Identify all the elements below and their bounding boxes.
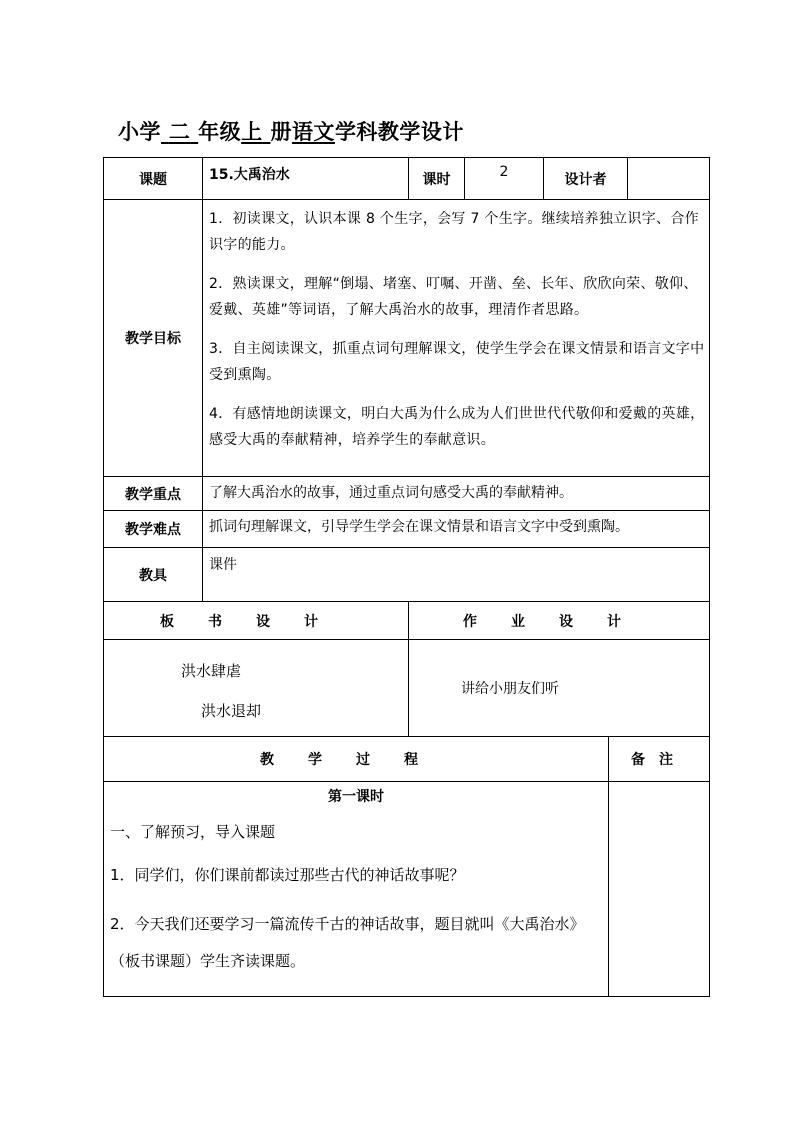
notes-label: 备注 (609, 737, 710, 782)
topic-label: 课题 (104, 158, 203, 200)
grade-field (161, 120, 198, 144)
tools-label: 教具 (104, 548, 203, 602)
goal-item-4: 4．有感情地朗读课文，明白大禹为什么成为人们世世代代敬仰和爱戴的英雄，感受大禹的奉献精神，培养学生的奉献意识。 (209, 406, 705, 448)
notes-content (609, 782, 710, 997)
title-prefix: 小学 (118, 120, 161, 144)
key-points-row (104, 477, 710, 511)
period-value: 2 (465, 158, 544, 200)
process-item-1: 1．同学们，你们课前都读过那些古代的神话故事呢？ (110, 866, 465, 884)
term-field (241, 120, 270, 144)
difficulties-row (104, 511, 710, 548)
tools-row (104, 548, 710, 602)
book-prefix: 册 (270, 120, 292, 144)
goal-item-3: 3．自主阅读课文，抓重点词句理解课文，使学生学会在课文情景和语言文字中受到熏陶。 (209, 341, 705, 383)
key-points-text: 了解大禹治水的故事，通过重点词句感受大禹的奉献精神。 (203, 477, 710, 511)
goal-item-2: 2．熟读课文，理解“倒塌、堵塞、叮嘱、开凿、垒、长年、欣欣向荣、敬仰、爱戴、英雄”等词语，了解大禹治水的故事，理清作者思路。 (209, 276, 698, 318)
grade-value: 二 (168, 120, 191, 144)
designer-label: 设计者 (544, 158, 628, 200)
process-item-2: 2．今天我们还要学习一篇流传千古的神话故事，题目就叫《大禹治水》（板书课题）学生齐读课题。 (110, 915, 585, 970)
homework-content: 讲给小朋友们听 (409, 640, 710, 737)
board-line-2: 洪水退却 (201, 702, 262, 720)
subject-value: 语文 (291, 120, 335, 144)
process-row (104, 782, 710, 997)
lesson-plan-table (103, 157, 710, 997)
goals-row (104, 200, 710, 477)
tools-text: 课件 (203, 548, 710, 602)
section-heading: 一、了解预习，导入课题 (110, 823, 276, 841)
board-design-content (104, 640, 409, 737)
difficulties-text: 抓词句理解课文，引导学生学会在课文情景和语言文字中受到熏陶。 (203, 511, 710, 548)
key-points-label: 教学重点 (104, 477, 203, 511)
topic-value: 15.大禹治水 (203, 158, 409, 200)
board-design-label: 板书设计 (104, 602, 409, 640)
goals-label: 教学目标 (104, 200, 203, 477)
process-content (104, 782, 609, 997)
designer-value (628, 158, 710, 200)
goal-item-1: 1．初读课文，认识本课 8 个生字，会写 7 个生字。继续培养独立识字、合作识字的能力。 (209, 211, 699, 253)
info-row (104, 158, 710, 200)
difficulties-label: 教学难点 (104, 511, 203, 548)
board-homework-header-row (104, 602, 710, 640)
homework-design-label: 作业设计 (409, 602, 710, 640)
term-value: 上 (241, 120, 263, 144)
board-line-1: 洪水肆虐 (181, 662, 242, 680)
board-homework-row (104, 640, 710, 737)
process-label: 教学过程 (104, 737, 609, 782)
process-header-row (104, 737, 710, 782)
grade-suffix: 年级 (198, 120, 242, 144)
title-suffix: 学科教学设计 (334, 120, 464, 144)
period-label: 课时 (409, 158, 465, 200)
page-title (118, 116, 678, 146)
lesson-title: 第一课时 (328, 789, 384, 805)
goals-content (203, 200, 710, 477)
